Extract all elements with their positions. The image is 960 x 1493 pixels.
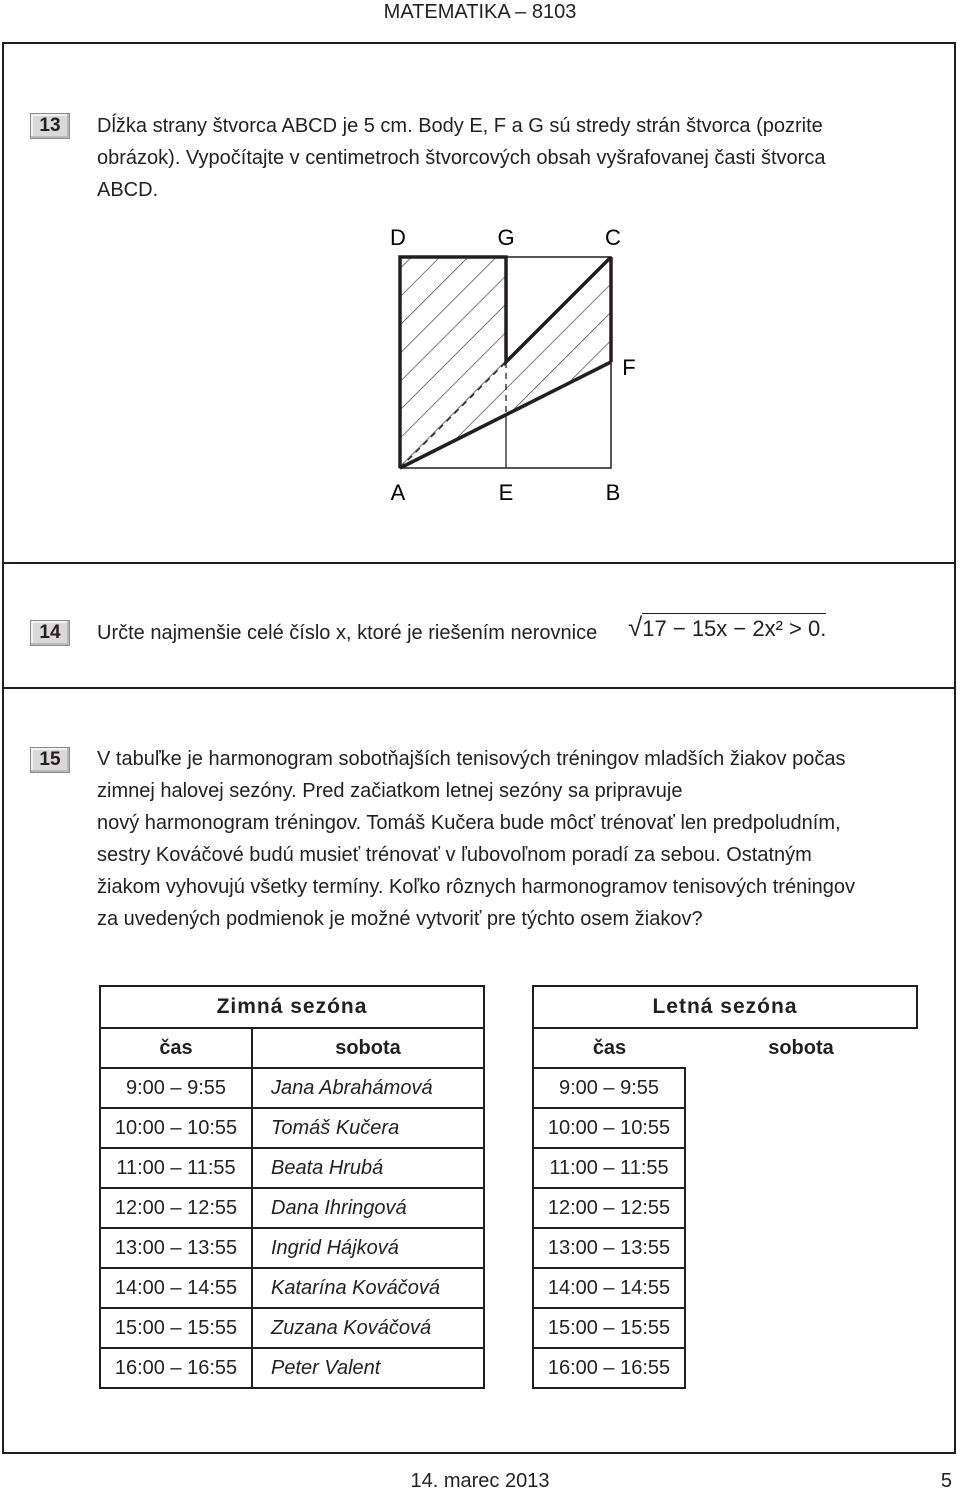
student-cell[interactable]	[685, 1068, 917, 1108]
text-line: ABCD.	[97, 179, 159, 201]
divider	[4, 562, 954, 564]
student-cell[interactable]	[685, 1308, 917, 1348]
text-line: sestry Kováčové budú musieť trénovať v ľubovoľnom poradí za sebou. Ostatným	[97, 844, 812, 866]
time-cell: 16:00 – 16:55	[100, 1348, 252, 1388]
text-line: zimnej halovej sezóny. Pred začiatkom letnej sezóny sa pripravuje	[97, 780, 683, 802]
label-c: C	[605, 225, 621, 250]
question-15-text	[97, 743, 897, 935]
time-cell: 11:00 – 11:55	[100, 1148, 252, 1188]
table-row	[100, 1108, 484, 1148]
table-row	[533, 1188, 917, 1228]
label-d: D	[390, 225, 406, 250]
student-cell: Jana Abrahámová	[252, 1068, 484, 1108]
time-cell: 10:00 – 10:55	[533, 1108, 685, 1148]
text-line: Dĺžka strany štvorca ABCD je 5 cm. Body E, F a G sú stredy strán štvorca (pozrite	[97, 115, 823, 137]
question-14-text	[97, 617, 627, 649]
table-row	[533, 1228, 917, 1268]
page-header: MATEMATIKA – 8103	[383, 1, 577, 23]
student-cell[interactable]	[685, 1228, 917, 1268]
table-row	[533, 1148, 917, 1188]
question-number: 13	[30, 113, 70, 139]
table-row	[533, 1308, 917, 1348]
student-cell[interactable]	[685, 1148, 917, 1188]
student-cell[interactable]	[685, 1348, 917, 1388]
student-cell: Dana Ihringová	[252, 1188, 484, 1228]
table-row	[100, 1348, 484, 1388]
student-cell: Ingrid Hájková	[252, 1228, 484, 1268]
table-row	[100, 1068, 484, 1108]
time-cell: 14:00 – 14:55	[100, 1268, 252, 1308]
student-cell: Katarína Kováčová	[252, 1268, 484, 1308]
text-line: nový harmonogram tréningov. Tomáš Kučera bude môcť trénovať len predpoludním,	[97, 812, 841, 834]
time-cell: 10:00 – 10:55	[100, 1108, 252, 1148]
student-cell: Peter Valent	[252, 1348, 484, 1388]
label-a: A	[390, 480, 406, 505]
table-row	[100, 1228, 484, 1268]
table-row	[100, 1308, 484, 1348]
time-cell: 9:00 – 9:55	[533, 1068, 685, 1108]
time-cell: 11:00 – 11:55	[533, 1148, 685, 1188]
question-number: 14	[30, 620, 70, 646]
formula-text: 17 − 15x − 2x² > 0.	[642, 613, 826, 641]
winter-schedule-table	[99, 985, 485, 1389]
question-13-text	[97, 110, 897, 206]
text-line: obrázok). Vypočítajte v centimetroch štvorcových obsah vyšrafovanej časti štvorca	[97, 147, 826, 169]
student-cell[interactable]	[685, 1188, 917, 1228]
table-row	[100, 1268, 484, 1308]
square-figure	[340, 215, 660, 515]
student-cell[interactable]	[685, 1108, 917, 1148]
summer-rows	[533, 1068, 917, 1388]
time-cell: 13:00 – 13:55	[533, 1228, 685, 1268]
time-cell: 14:00 – 14:55	[533, 1268, 685, 1308]
time-cell: 13:00 – 13:55	[100, 1228, 252, 1268]
column-header-time: čas	[100, 1028, 252, 1068]
question-number: 15	[30, 747, 70, 773]
table-title: Zimná sezóna	[100, 986, 484, 1028]
table-row	[533, 1068, 917, 1108]
footer-date: 14. marec 2013	[410, 1470, 550, 1492]
table-row	[100, 1188, 484, 1228]
label-b: B	[605, 480, 621, 505]
text-line: V tabuľke je harmonogram sobotňajších tenisových tréningov mladších žiakov počas	[97, 748, 846, 770]
summer-schedule-table	[532, 985, 918, 1389]
student-cell: Beata Hrubá	[252, 1148, 484, 1188]
table-row	[533, 1268, 917, 1308]
time-cell: 15:00 – 15:55	[100, 1308, 252, 1348]
table-row	[533, 1348, 917, 1388]
time-cell: 12:00 – 12:55	[100, 1188, 252, 1228]
time-cell: 12:00 – 12:55	[533, 1188, 685, 1228]
label-f: F	[622, 355, 636, 380]
text-line: za uvedených podmienok je možné vytvoriť pre týchto osem žiakov?	[97, 908, 703, 930]
inequality-formula	[628, 612, 826, 643]
student-cell[interactable]	[685, 1268, 917, 1308]
table-row	[100, 1148, 484, 1188]
label-g: G	[497, 225, 515, 250]
time-cell: 9:00 – 9:55	[100, 1068, 252, 1108]
table-title: Letná sezóna	[533, 986, 917, 1028]
sqrt-sign: √	[628, 612, 643, 642]
page-number: 5	[940, 1470, 952, 1492]
time-cell: 15:00 – 15:55	[533, 1308, 685, 1348]
label-e: E	[498, 480, 514, 505]
time-cell: 16:00 – 16:55	[533, 1348, 685, 1388]
divider	[4, 687, 954, 689]
table-row	[533, 1108, 917, 1148]
text-line: žiakom vyhovujú všetky termíny. Koľko rôznych harmonogramov tenisových tréningov	[97, 876, 856, 898]
winter-rows	[100, 1068, 484, 1388]
column-header-day: sobota	[768, 1037, 834, 1059]
student-cell: Zuzana Kováčová	[252, 1308, 484, 1348]
column-header-day: sobota	[252, 1028, 484, 1068]
student-cell: Tomáš Kučera	[252, 1108, 484, 1148]
text-line: Určte najmenšie celé číslo x, ktoré je riešením nerovnice	[97, 622, 598, 644]
column-header-time: čas	[533, 1028, 685, 1068]
